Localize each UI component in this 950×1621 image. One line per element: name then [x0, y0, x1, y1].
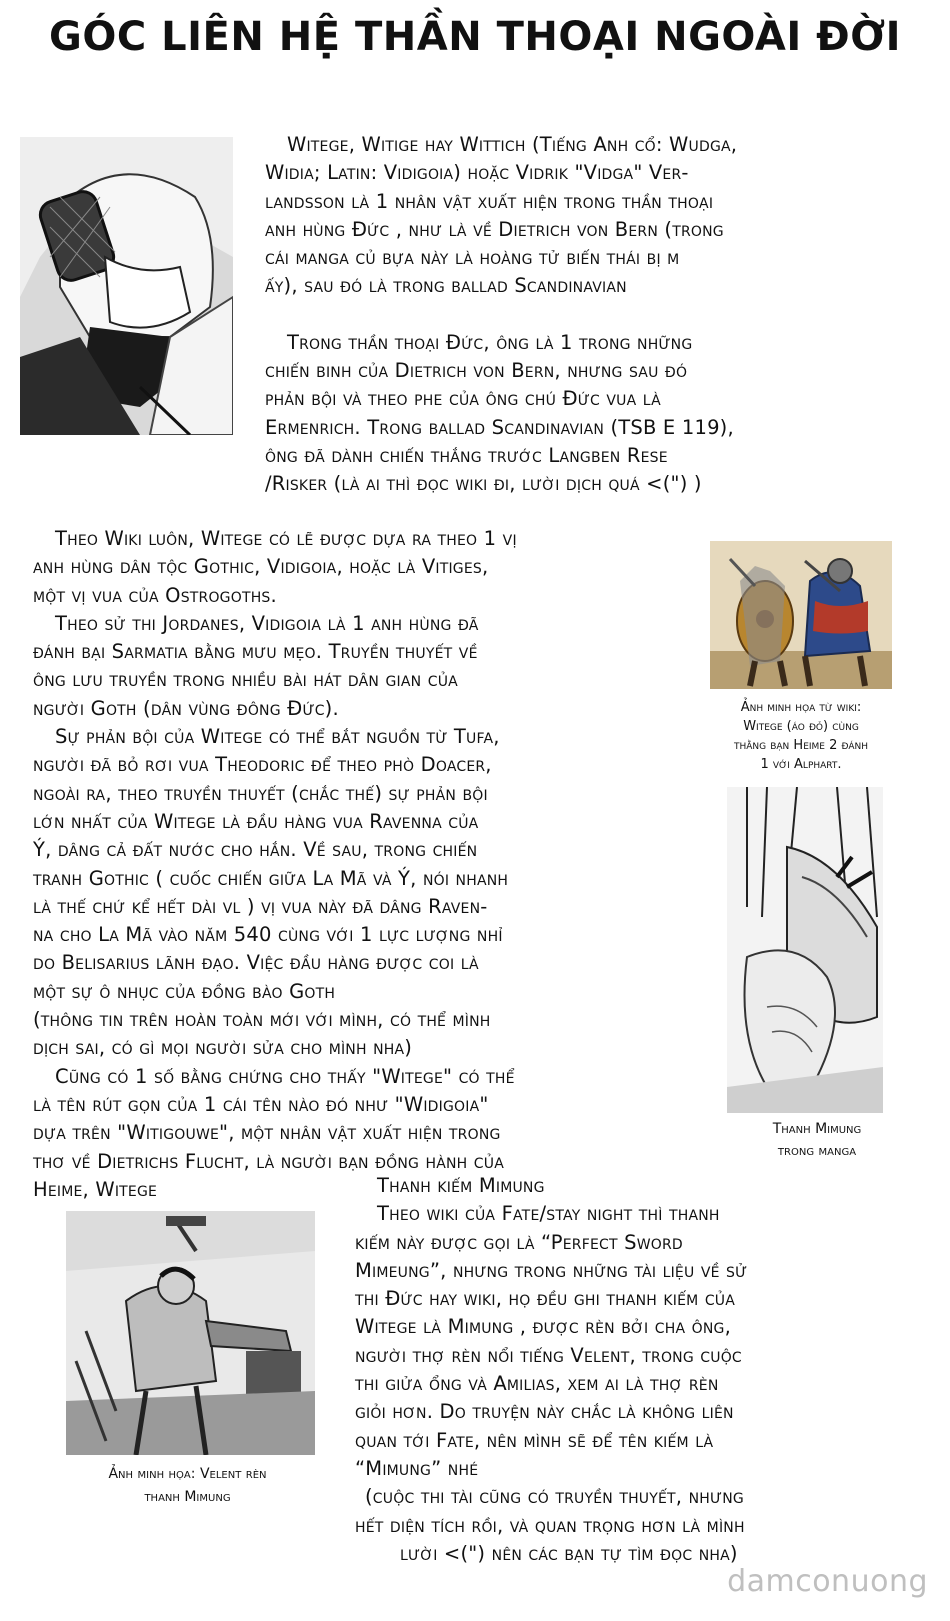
text-line: Cũng có 1 số bằng chứng cho thấy "Witege" có thể	[55, 1064, 515, 1088]
text-line: ông lưu truyền trong nhiều bài hát dân gian của	[33, 668, 458, 692]
mimung-paragraph	[355, 1172, 925, 1568]
text-line: người thợ rèn nổi tiếng Velent, trong cuộc	[355, 1343, 742, 1367]
text-line: đánh bại Sarmatia bằng mưu mẹo. Truyền thuyết về	[33, 640, 478, 664]
caption-line: Thanh Mimung	[772, 1121, 862, 1137]
text-line: “Mimung” nhé	[355, 1456, 479, 1480]
text-line: Theo wiki của Fate/stay night thì thanh	[377, 1202, 720, 1226]
history-paragraph	[33, 525, 703, 1204]
text-line: phản bội và theo phe của ông chú Đức vua là	[265, 387, 661, 411]
page-title: GÓC LIÊN HỆ THẦN THOẠI NGOÀI ĐỜI	[49, 14, 901, 60]
text-line: Heime, Witege	[33, 1177, 158, 1201]
text-line: một vị vua của Ostrogoths.	[33, 583, 277, 607]
text-line: Theo sử thi Jordanes, Vidigoia là 1 anh hùng đã	[55, 611, 479, 635]
text-line: Ý, dâng cả đất nước cho hắn. Về sau, trong chiến	[33, 838, 478, 862]
text-line: chiến binh của Dietrich von Bern, nhưng sau đó	[265, 359, 688, 383]
watermark: damconuong	[727, 1564, 928, 1599]
text-line: dựa trên "Witigouwe", một nhân vật xuất hiện trong	[33, 1121, 501, 1145]
text-line: ông đã dành chiến thắng trước Langben Rese	[265, 443, 668, 467]
text-line: dịch sai, có gì mọi người sửa cho mình nha)	[33, 1036, 413, 1060]
text-line: hết diện tích rồi, và quan trọng hơn là mình	[355, 1513, 745, 1537]
caption-line: 1 với Alphart.	[760, 757, 842, 772]
text-line: một sự ô nhục của đồng bào Goth	[33, 979, 336, 1003]
wiki-illustration-caption	[705, 698, 897, 774]
text-line: Mimeung”, nhưng trong những tài liệu về sử	[355, 1258, 748, 1282]
caption-line: Ảnh minh họa: Velent rèn	[108, 1466, 267, 1482]
wiki-battle-illustration	[710, 541, 892, 689]
mimung-manga-caption	[727, 1118, 907, 1162]
caption-line: Ảnh minh họa từ wiki:	[740, 700, 862, 715]
text-line: Witege, Witige hay Wittich (Tiếng Anh cổ: Wudga,	[287, 133, 738, 156]
text-line: quan tới Fate, nên mình sẽ để tên kiếm là	[355, 1428, 714, 1452]
text-line: thi Đức hay wiki, họ đều ghi thanh kiếm của	[355, 1287, 736, 1311]
text-line: /Risker (là ai thì đọc wiki đi, lười dịch quá <(") )	[265, 472, 702, 496]
velent-forging-illustration	[66, 1211, 315, 1455]
text-line: ngoài ra, theo truyền thuyết (chắc thế) sự phản bội	[33, 781, 488, 805]
text-line: ấy), sau đó là trong ballad Scandinavian	[265, 274, 627, 298]
text-line: lười <(") nên các bạn tự tìm đọc nha)	[400, 1541, 738, 1565]
section-heading: Thanh kiếm Mimung	[377, 1174, 545, 1197]
text-line: Trong thần thoại Đức, ông là 1 trong những	[287, 330, 693, 354]
text-line: người Goth (dân vùng đông Đức).	[33, 696, 339, 720]
text-line: landsson là 1 nhân vật xuất hiện trong thần thoại	[265, 189, 714, 213]
witege-portrait-image	[20, 137, 233, 435]
text-line: Ermenrich. Trong ballad Scandinavian (TSB E 119),	[265, 415, 734, 439]
text-line: người đã bỏ rơi vua Theodoric để theo phò Doacer,	[33, 753, 492, 777]
text-line: thơ về Dietrichs Flucht, là người bạn đồng hành của	[33, 1149, 504, 1173]
text-line: Sự phản bội của Witege có thể bắt nguồn từ Tufa,	[55, 725, 500, 749]
text-line: na cho La Mã vào năm 540 cùng với 1 lực lượng nhỉ	[33, 923, 503, 947]
text-line: là tên rút gọn của 1 cái tên nào đó như "Widigoia"	[33, 1092, 489, 1116]
text-line: anh hùng dân tộc Gothic, Vidigoia, hoặc là Vitiges,	[33, 555, 489, 579]
text-line: anh hùng Đức , như là về Dietrich von Bern (trong	[265, 217, 724, 241]
text-line: (cuộc thi tài cũng có truyền thuyết, nhưng	[365, 1485, 744, 1509]
text-line: do Belisarius lãnh đạo. Việc đầu hàng được coi là	[33, 951, 479, 975]
text-line: tranh Gothic ( cuốc chiến giữa La Mã và Ý, nói nhanh	[33, 866, 509, 890]
mimung-manga-panel	[727, 787, 883, 1113]
velent-caption	[55, 1463, 320, 1509]
text-line: Widia; Latin: Vidigoia) hoặc Vidrik "Vidga" Ver-	[265, 161, 689, 185]
text-line: thi giửa ổng và Amilias, xem ai là thợ rèn	[355, 1372, 719, 1396]
text-line: cái manga củ bựa này là hoàng tử biến thái bị m	[265, 246, 680, 270]
caption-line: Witege (áo đỏ) cùng	[743, 719, 859, 734]
intro-paragraph	[265, 131, 935, 499]
text-line: lớn nhất của Witege là đầu hàng vua Ravenna của	[33, 809, 479, 833]
text-line: là thế chứ kể hết dài vl ) vị vua này đã dâng Raven-	[33, 894, 488, 918]
text-line: Witege là Mimung , được rèn bởi cha ông,	[355, 1315, 731, 1339]
caption-line: thanh Mimung	[144, 1489, 231, 1505]
text-line: Theo Wiki luôn, Witege có lẽ được dựa ra theo 1 vị	[55, 527, 517, 550]
text-line: (thông tin trên hoàn toàn mới với mình, có thể mình	[33, 1008, 491, 1032]
caption-line: thằng bạn Heime 2 đánh	[733, 738, 869, 753]
text-line: kiếm này được gọi là “Perfect Sword	[355, 1230, 683, 1254]
caption-line: trong manga	[777, 1143, 857, 1159]
text-line: giỏi hơn. Do truyện này chắc là không liên	[355, 1400, 734, 1424]
